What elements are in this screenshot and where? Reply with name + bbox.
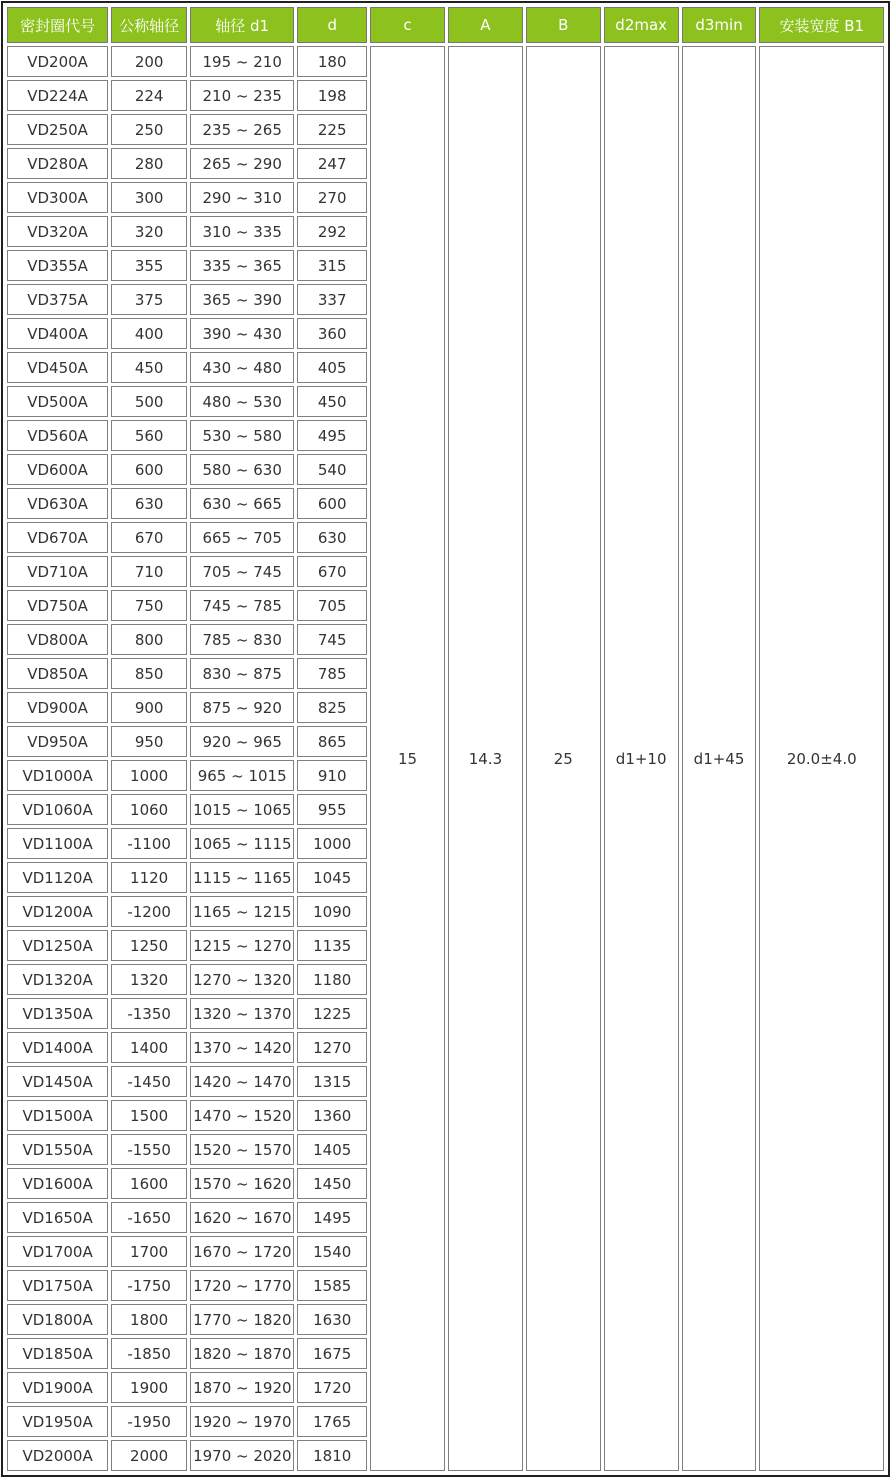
column-header-code: 密封圈代号 bbox=[7, 7, 108, 43]
cell-nominal: 300 bbox=[111, 182, 187, 213]
cell-d: 1585 bbox=[297, 1270, 367, 1301]
cell-d1: 785 ~ 830 bbox=[190, 624, 294, 655]
column-header-nominal: 公称轴径 bbox=[111, 7, 187, 43]
cell-code: VD450A bbox=[7, 352, 108, 383]
cell-nominal: 320 bbox=[111, 216, 187, 247]
cell-d: 1000 bbox=[297, 828, 367, 859]
cell-code: VD1800A bbox=[7, 1304, 108, 1335]
cell-nominal: 750 bbox=[111, 590, 187, 621]
cell-code: VD320A bbox=[7, 216, 108, 247]
cell-d: 1630 bbox=[297, 1304, 367, 1335]
cell-d1: 335 ~ 365 bbox=[190, 250, 294, 281]
cell-nominal: -1750 bbox=[111, 1270, 187, 1301]
cell-d1: 1670 ~ 1720 bbox=[190, 1236, 294, 1267]
cell-nominal: 600 bbox=[111, 454, 187, 485]
cell-d: 1090 bbox=[297, 896, 367, 927]
cell-d: 360 bbox=[297, 318, 367, 349]
cell-d1: 1165 ~ 1215 bbox=[190, 896, 294, 927]
cell-code: VD1700A bbox=[7, 1236, 108, 1267]
cell-code: VD1650A bbox=[7, 1202, 108, 1233]
table-body bbox=[7, 46, 884, 1471]
cell-code: VD375A bbox=[7, 284, 108, 315]
table-row bbox=[7, 46, 884, 77]
column-header-A: A bbox=[448, 7, 523, 43]
merged-cell-A: 14.3 bbox=[448, 46, 523, 1471]
cell-d: 180 bbox=[297, 46, 367, 77]
cell-code: VD1600A bbox=[7, 1168, 108, 1199]
cell-code: VD1100A bbox=[7, 828, 108, 859]
cell-d: 1225 bbox=[297, 998, 367, 1029]
cell-d1: 1520 ~ 1570 bbox=[190, 1134, 294, 1165]
cell-d: 955 bbox=[297, 794, 367, 825]
cell-nominal: -1550 bbox=[111, 1134, 187, 1165]
cell-d: 1765 bbox=[297, 1406, 367, 1437]
cell-nominal: 355 bbox=[111, 250, 187, 281]
cell-code: VD2000A bbox=[7, 1440, 108, 1471]
cell-d: 270 bbox=[297, 182, 367, 213]
cell-code: VD1750A bbox=[7, 1270, 108, 1301]
cell-nominal: 630 bbox=[111, 488, 187, 519]
cell-nominal: 375 bbox=[111, 284, 187, 315]
cell-d: 705 bbox=[297, 590, 367, 621]
cell-nominal: 200 bbox=[111, 46, 187, 77]
cell-d1: 745 ~ 785 bbox=[190, 590, 294, 621]
header-row bbox=[7, 7, 884, 43]
merged-cell-c: 15 bbox=[370, 46, 445, 1471]
cell-d: 745 bbox=[297, 624, 367, 655]
cell-d: 292 bbox=[297, 216, 367, 247]
cell-code: VD224A bbox=[7, 80, 108, 111]
cell-d1: 1570 ~ 1620 bbox=[190, 1168, 294, 1199]
cell-d: 1405 bbox=[297, 1134, 367, 1165]
column-header-B: B bbox=[526, 7, 601, 43]
cell-d1: 1470 ~ 1520 bbox=[190, 1100, 294, 1131]
cell-d1: 265 ~ 290 bbox=[190, 148, 294, 179]
cell-d: 670 bbox=[297, 556, 367, 587]
cell-code: VD670A bbox=[7, 522, 108, 553]
cell-d: 225 bbox=[297, 114, 367, 145]
cell-d1: 365 ~ 390 bbox=[190, 284, 294, 315]
cell-code: VD1060A bbox=[7, 794, 108, 825]
cell-nominal: 1250 bbox=[111, 930, 187, 961]
cell-nominal: -1350 bbox=[111, 998, 187, 1029]
cell-nominal: 1900 bbox=[111, 1372, 187, 1403]
cell-code: VD1400A bbox=[7, 1032, 108, 1063]
cell-d1: 480 ~ 530 bbox=[190, 386, 294, 417]
cell-nominal: 1120 bbox=[111, 862, 187, 893]
cell-d1: 630 ~ 665 bbox=[190, 488, 294, 519]
cell-d1: 1970 ~ 2020 bbox=[190, 1440, 294, 1471]
cell-code: VD1350A bbox=[7, 998, 108, 1029]
cell-code: VD355A bbox=[7, 250, 108, 281]
cell-d1: 290 ~ 310 bbox=[190, 182, 294, 213]
cell-code: VD1450A bbox=[7, 1066, 108, 1097]
spec-table-wrapper bbox=[1, 1, 890, 1477]
cell-nominal: 1320 bbox=[111, 964, 187, 995]
cell-code: VD300A bbox=[7, 182, 108, 213]
cell-d: 495 bbox=[297, 420, 367, 451]
cell-code: VD850A bbox=[7, 658, 108, 689]
merged-cell-d3min: d1+45 bbox=[682, 46, 757, 1471]
cell-d1: 1065 ~ 1115 bbox=[190, 828, 294, 859]
cell-nominal: 224 bbox=[111, 80, 187, 111]
cell-d: 865 bbox=[297, 726, 367, 757]
cell-code: VD1200A bbox=[7, 896, 108, 927]
cell-nominal: 900 bbox=[111, 692, 187, 723]
column-header-d1: 轴径 d1 bbox=[190, 7, 294, 43]
cell-d1: 1770 ~ 1820 bbox=[190, 1304, 294, 1335]
cell-nominal: -1950 bbox=[111, 1406, 187, 1437]
cell-nominal: -1100 bbox=[111, 828, 187, 859]
cell-d1: 310 ~ 335 bbox=[190, 216, 294, 247]
column-header-d2max: d2max bbox=[604, 7, 679, 43]
cell-d: 785 bbox=[297, 658, 367, 689]
cell-code: VD600A bbox=[7, 454, 108, 485]
merged-cell-d2max: d1+10 bbox=[604, 46, 679, 1471]
cell-code: VD400A bbox=[7, 318, 108, 349]
column-header-d3min: d3min bbox=[682, 7, 757, 43]
cell-d1: 235 ~ 265 bbox=[190, 114, 294, 145]
cell-d1: 430 ~ 480 bbox=[190, 352, 294, 383]
cell-nominal: 1000 bbox=[111, 760, 187, 791]
cell-nominal: 1500 bbox=[111, 1100, 187, 1131]
cell-nominal: 450 bbox=[111, 352, 187, 383]
cell-d: 405 bbox=[297, 352, 367, 383]
cell-d1: 1820 ~ 1870 bbox=[190, 1338, 294, 1369]
cell-d: 540 bbox=[297, 454, 367, 485]
cell-d1: 390 ~ 430 bbox=[190, 318, 294, 349]
cell-d: 630 bbox=[297, 522, 367, 553]
cell-nominal: 850 bbox=[111, 658, 187, 689]
cell-d: 1045 bbox=[297, 862, 367, 893]
cell-d1: 210 ~ 235 bbox=[190, 80, 294, 111]
cell-d: 1135 bbox=[297, 930, 367, 961]
cell-code: VD280A bbox=[7, 148, 108, 179]
cell-d1: 580 ~ 630 bbox=[190, 454, 294, 485]
cell-d: 1810 bbox=[297, 1440, 367, 1471]
cell-d1: 1420 ~ 1470 bbox=[190, 1066, 294, 1097]
cell-d: 1270 bbox=[297, 1032, 367, 1063]
cell-code: VD1000A bbox=[7, 760, 108, 791]
cell-code: VD750A bbox=[7, 590, 108, 621]
cell-d1: 1620 ~ 1670 bbox=[190, 1202, 294, 1233]
cell-nominal: 1800 bbox=[111, 1304, 187, 1335]
cell-d: 825 bbox=[297, 692, 367, 723]
cell-d: 247 bbox=[297, 148, 367, 179]
cell-d1: 1870 ~ 1920 bbox=[190, 1372, 294, 1403]
cell-nominal: 2000 bbox=[111, 1440, 187, 1471]
table-head bbox=[7, 7, 884, 43]
cell-code: VD950A bbox=[7, 726, 108, 757]
cell-nominal: 710 bbox=[111, 556, 187, 587]
cell-d1: 1920 ~ 1970 bbox=[190, 1406, 294, 1437]
cell-nominal: -1450 bbox=[111, 1066, 187, 1097]
cell-code: VD630A bbox=[7, 488, 108, 519]
cell-d1: 1320 ~ 1370 bbox=[190, 998, 294, 1029]
cell-nominal: 560 bbox=[111, 420, 187, 451]
cell-d: 1315 bbox=[297, 1066, 367, 1097]
cell-d1: 705 ~ 745 bbox=[190, 556, 294, 587]
cell-code: VD800A bbox=[7, 624, 108, 655]
cell-d1: 965 ~ 1015 bbox=[190, 760, 294, 791]
cell-d1: 1215 ~ 1270 bbox=[190, 930, 294, 961]
cell-nominal: -1200 bbox=[111, 896, 187, 927]
cell-nominal: 800 bbox=[111, 624, 187, 655]
cell-d1: 1270 ~ 1320 bbox=[190, 964, 294, 995]
cell-nominal: 670 bbox=[111, 522, 187, 553]
cell-nominal: 1060 bbox=[111, 794, 187, 825]
cell-d1: 195 ~ 210 bbox=[190, 46, 294, 77]
cell-d1: 1370 ~ 1420 bbox=[190, 1032, 294, 1063]
cell-nominal: 1700 bbox=[111, 1236, 187, 1267]
cell-d1: 920 ~ 965 bbox=[190, 726, 294, 757]
cell-d1: 1115 ~ 1165 bbox=[190, 862, 294, 893]
cell-code: VD1250A bbox=[7, 930, 108, 961]
cell-d1: 830 ~ 875 bbox=[190, 658, 294, 689]
cell-d1: 1015 ~ 1065 bbox=[190, 794, 294, 825]
cell-nominal: 1400 bbox=[111, 1032, 187, 1063]
cell-d1: 530 ~ 580 bbox=[190, 420, 294, 451]
cell-nominal: 250 bbox=[111, 114, 187, 145]
cell-nominal: -1650 bbox=[111, 1202, 187, 1233]
cell-d: 315 bbox=[297, 250, 367, 281]
cell-d: 1360 bbox=[297, 1100, 367, 1131]
cell-nominal: -1850 bbox=[111, 1338, 187, 1369]
cell-d: 1675 bbox=[297, 1338, 367, 1369]
cell-d1: 875 ~ 920 bbox=[190, 692, 294, 723]
merged-cell-B: 25 bbox=[526, 46, 601, 1471]
cell-nominal: 280 bbox=[111, 148, 187, 179]
cell-d: 198 bbox=[297, 80, 367, 111]
column-header-b1: 安装宽度 B1 bbox=[759, 7, 884, 43]
cell-code: VD500A bbox=[7, 386, 108, 417]
cell-code: VD250A bbox=[7, 114, 108, 145]
merged-cell-b1: 20.0±4.0 bbox=[759, 46, 884, 1471]
cell-d: 337 bbox=[297, 284, 367, 315]
cell-code: VD1500A bbox=[7, 1100, 108, 1131]
cell-code: VD1320A bbox=[7, 964, 108, 995]
cell-code: VD1950A bbox=[7, 1406, 108, 1437]
cell-d: 1180 bbox=[297, 964, 367, 995]
cell-nominal: 400 bbox=[111, 318, 187, 349]
cell-d: 600 bbox=[297, 488, 367, 519]
cell-d: 910 bbox=[297, 760, 367, 791]
page bbox=[0, 1, 891, 1477]
cell-code: VD710A bbox=[7, 556, 108, 587]
column-header-c: c bbox=[370, 7, 445, 43]
cell-code: VD1850A bbox=[7, 1338, 108, 1369]
cell-code: VD1900A bbox=[7, 1372, 108, 1403]
cell-code: VD900A bbox=[7, 692, 108, 723]
cell-d1: 665 ~ 705 bbox=[190, 522, 294, 553]
cell-code: VD200A bbox=[7, 46, 108, 77]
cell-code: VD560A bbox=[7, 420, 108, 451]
cell-d: 1540 bbox=[297, 1236, 367, 1267]
column-header-d: d bbox=[297, 7, 367, 43]
cell-nominal: 1600 bbox=[111, 1168, 187, 1199]
cell-code: VD1550A bbox=[7, 1134, 108, 1165]
cell-code: VD1120A bbox=[7, 862, 108, 893]
cell-nominal: 950 bbox=[111, 726, 187, 757]
cell-d: 1450 bbox=[297, 1168, 367, 1199]
cell-nominal: 500 bbox=[111, 386, 187, 417]
cell-d: 1495 bbox=[297, 1202, 367, 1233]
cell-d: 450 bbox=[297, 386, 367, 417]
cell-d1: 1720 ~ 1770 bbox=[190, 1270, 294, 1301]
seal-ring-spec-table bbox=[4, 4, 887, 1474]
cell-d: 1720 bbox=[297, 1372, 367, 1403]
